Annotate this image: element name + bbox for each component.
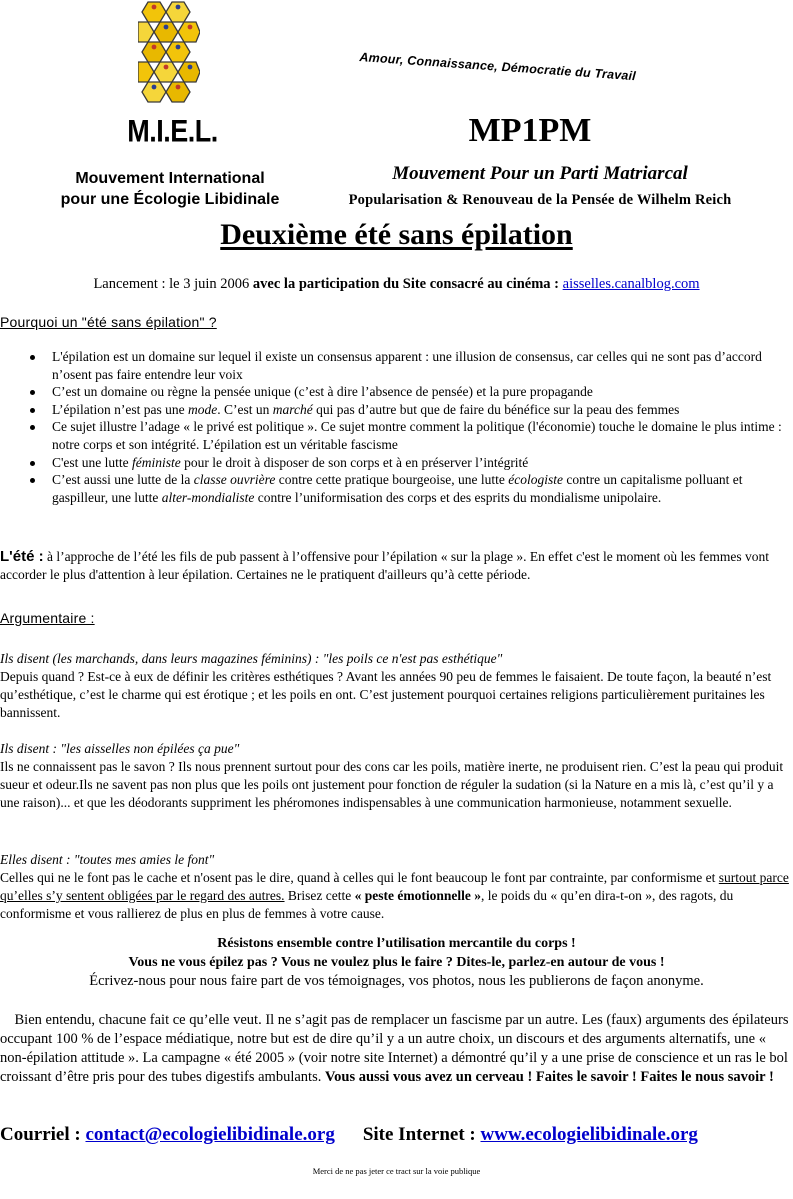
footer-note: Merci de ne pas jeter ce tract sur la voie publique <box>312 1166 481 1176</box>
bullet-icon <box>30 408 35 413</box>
argument-answer: Ils ne connaissent pas le savon ? Ils nous prennent surtout pour des cons car les poils, matière inerte, ne produisent rien. C’est la peau qui produit sueur et odeur.Ils ne savent pas non plus que les poils ont justement pour fonction de réguler la sudation (si la Nature en a mis là, c’est qu’il y a une raison)... et que les déodorants suppriment les phéromones indispensables à une communication harmonieuse, notamment sexuelle. <box>0 759 784 810</box>
list-item: L'épilation est un domaine sur lequel il existe un consensus apparent : une illusion de consensus, car celles qui ne sont pas d’accord n’osent pas faire entendre leur voix <box>30 348 793 383</box>
canalblog-link[interactable]: aisselles.canalblog.com <box>562 276 700 292</box>
honeycomb-people-logo-icon <box>138 0 200 104</box>
argument-block <box>0 851 793 923</box>
list-item: C’est un domaine ou règne la pensée unique (c’est à dire l’absence de pensée) et la pure propagande <box>30 383 793 401</box>
argument-block <box>0 740 793 812</box>
bullet-icon <box>30 355 35 360</box>
list-item: C’est aussi une lutte de la classe ouvrière contre cette pratique bourgeoise, une lutte écologiste contre un capitalisme polluant et gaspilleur, une lutte alter-mondialiste contre l’uniformisation des corps et des esprits du mondialisme unipolaire. <box>30 471 793 506</box>
website-link[interactable]: www.ecologielibidinale.org <box>480 1124 698 1145</box>
argumentaire-heading: Argumentaire : <box>0 610 95 626</box>
bullet-icon <box>30 461 35 466</box>
page-title: Deuxième été sans épilation <box>220 218 573 251</box>
email-link[interactable]: contact@ecologielibidinale.org <box>85 1124 335 1145</box>
reasons-list <box>30 348 793 506</box>
mp1pm-subtitle: Mouvement Pour un Parti Matriarcal <box>392 163 688 184</box>
miel-title: M.I.E.L. <box>127 113 218 149</box>
summer-label: L'été : <box>0 548 44 565</box>
cta-line-2: Vous ne vous épilez pas ? Vous ne voulez plus le faire ? Dites-le, parlez-en autour de vous ! <box>128 955 665 970</box>
launch-line <box>0 276 793 293</box>
cta-line-1: Résistons ensemble contre l’utilisation mercantile du corps ! <box>217 936 576 951</box>
argument-claim: Ils disent (les marchands, dans leurs magazines féminins) : "les poils ce n'est pas esthétique" <box>0 651 503 666</box>
miel-subtitle <box>40 168 300 210</box>
website-label: Site Internet : <box>362 1124 481 1145</box>
launch-date: Lancement : le 3 juin 2006 <box>93 276 250 292</box>
argument-claim: Ils disent : "les aisselles non épilées ça pue" <box>0 741 240 756</box>
bullet-icon <box>30 390 35 395</box>
bullet-icon <box>30 478 35 483</box>
cta-line-3: Écrivez-nous pour nous faire part de vos témoignages, vos photos, nous les publierons de façon anonyme. <box>89 973 704 989</box>
argument-block <box>0 650 793 722</box>
argument-answer: Depuis quand ? Est-ce à eux de définir les critères esthétiques ? Avant les années 90 peu de femmes le faisaient. De toute façon, la beauté n’est qu’esthétique, c’est le charme qui est érotique ; et les poils en ont. C’est justement pourquoi certaines religions particulièrement puritaines les bannissent. <box>0 669 772 720</box>
list-item: Ce sujet illustre l’adage « le privé est politique ». Ce sujet montre comment la politique (l'économie) touche le domaine le plus intime : notre corps et son intégrité. L’épilation est un véritable fascisme <box>30 418 793 453</box>
argument-claim: Elles disent : "toutes mes amies le font" <box>0 852 215 867</box>
bullet-icon <box>30 425 35 430</box>
call-to-action <box>0 934 793 991</box>
email-label: Courriel : <box>0 1124 86 1145</box>
closing-paragraph: Bien entendu, chacune fait ce qu’elle veut. Il ne s’agit pas de remplacer un fascisme par un autre. Les (faux) arguments des épilateurs occupant 100 % de l’espace médiatique, notre but est de dire qu’il y a un autre choix, un discours et des arguments alternatifs, une « non-épilation attitude ». La campagne « été 2005 » (voir notre site Internet) a démontré qu’il y a une prise de conscience et un ras le bol croissant d’être pris pour des tubes digestifs ambulants. Vous aussi vous avez un cerveau ! Faites le savoir ! Faites le nous savoir ! <box>0 1012 789 1085</box>
contact-line <box>0 1124 793 1146</box>
slogan: Amour, Connaissance, Démocratie du Travail <box>359 50 637 84</box>
mp1pm-tagline: Popularisation & Renouveau de la Pensée de Wilhelm Reich <box>348 192 732 208</box>
argument-answer: Celles qui ne le font pas le cache et n'osent pas le dire, quand à celles qui le font beaucoup le font par contrainte, par conformisme et surtout parce qu’elles s’y sentent obligées par le regard des autres. Brisez cette « peste émotionnelle », le poids du « qu’en dira-t-on », des ragots, du conformisme et vous rallierez de plus en plus de femmes à votre cause. <box>0 870 789 921</box>
summer-paragraph: L'été : à l’approche de l’été les fils de pub passent à l’offensive pour l’épilation « sur la plage ». En effet c'est le moment où les femmes vont accorder le plus d'attention à leur épilation. Certaines ne le pratiquent d'ailleurs qu’à cette période. <box>0 548 770 582</box>
miel-subtitle-line1: Mouvement International <box>75 170 265 187</box>
list-item: C'est une lutte féministe pour le droit à disposer de son corps et à en préserver l’intégrité <box>30 454 793 472</box>
miel-subtitle-line2: pour une Écologie Libidinale <box>60 191 280 208</box>
launch-participation: avec la participation du Site consacré au cinéma : <box>249 276 563 292</box>
why-heading: Pourquoi un "été sans épilation" ? <box>0 314 217 330</box>
mp1pm-title: MP1PM <box>468 112 592 149</box>
list-item: L’épilation n’est pas une mode. C’est un marché qui pas d’autre but que de faire du bénéfice sur la peau des femmes <box>30 401 793 419</box>
